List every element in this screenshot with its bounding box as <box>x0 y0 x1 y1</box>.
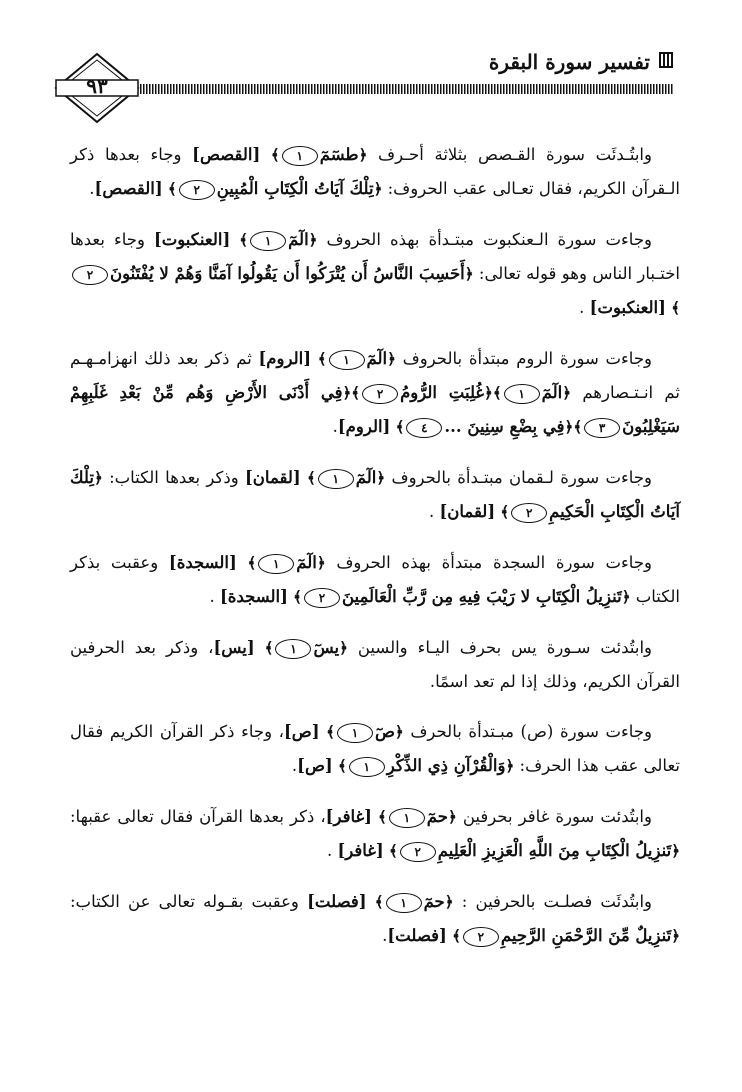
ornate-bracket-open-icon: ﴿ <box>342 384 352 402</box>
ornate-bracket-open-icon: ﴿ <box>484 384 493 402</box>
surah-reference: [لقمان] <box>245 468 301 487</box>
surah-reference: [السجدة] <box>168 553 237 572</box>
body-text: وذكر بعدها الكتاب: <box>102 468 245 487</box>
quran-text: وَالْقُرْآنِ ذِي الذِّكْرِ <box>386 756 506 775</box>
header-rule <box>125 84 674 94</box>
verse-number-marker: ٢ <box>463 927 499 947</box>
page-title: تفسير سورة البقرة <box>488 50 650 74</box>
ornate-bracket-open-icon: ﴿ <box>373 180 383 198</box>
body-text: وابتُدئت سورة غافر بحرفين <box>456 807 652 826</box>
surah-reference: [فصلت] <box>307 892 367 911</box>
body-text: ، وذكر بعد الحرفين القرآن الكريم، وذلك إذا لم تعد اسمًا. <box>70 638 680 691</box>
body-text <box>237 553 248 572</box>
quran-quote <box>288 230 317 249</box>
quran-text: طسٓمٓ <box>319 145 359 164</box>
surah-reference: [ص] <box>297 756 333 775</box>
paragraph <box>70 223 680 325</box>
quran-text: حمٓ <box>423 892 445 911</box>
quran-quote <box>342 587 631 606</box>
verse-number-marker: ٢ <box>179 180 215 200</box>
quran-quote <box>387 756 515 775</box>
ornate-bracket-close-icon: ﴾ <box>326 723 335 741</box>
verse-number-marker: ٢ <box>72 265 108 285</box>
page-header <box>0 0 742 130</box>
ornate-bracket-close-icon: ﴾ <box>573 418 583 436</box>
body-text: وجاءت سورة لـقمان مبتـدأة بالحروف <box>385 468 652 487</box>
quran-text: الٓمٓ <box>288 230 309 249</box>
quran-text: أَحَسِبَ النَّاسُ أَن يُتْرَكُوا أَن يَقُولُوا آمَنَّا وَهُمْ لا يُفْتَنُونَ <box>110 264 465 283</box>
verse-number-marker: ٤ <box>406 418 442 438</box>
body-text <box>260 145 271 164</box>
body-text: وعقبت بذكر الكتاب <box>70 553 680 606</box>
ornate-bracket-open-icon: ﴿ <box>562 384 572 402</box>
surah-reference: [لقمان] <box>439 502 496 521</box>
paragraph <box>70 715 680 783</box>
surah-reference: [السجدة] <box>220 587 288 606</box>
surah-reference: [فصلت] <box>387 926 447 945</box>
ornate-bracket-open-icon: ﴿ <box>308 231 318 249</box>
surah-reference: [القصص] <box>192 145 261 164</box>
book-ornament-icon <box>658 50 674 74</box>
ornate-bracket-open-icon: ﴿ <box>564 418 574 436</box>
body-text: ثم ذكر بعد ذلك انهزامـهـم ثم انـتـصارهم <box>70 349 680 402</box>
quran-text: تِلْكَ آيَاتُ الْكِتَابِ الْحَكِيمِ <box>70 468 680 521</box>
verse-number-marker: ١ <box>349 757 385 777</box>
quran-text: الٓمٓ <box>366 349 388 368</box>
body-text: . <box>209 587 220 606</box>
ornate-bracket-open-icon: ﴿ <box>444 893 454 911</box>
quran-quote <box>356 468 385 487</box>
ornate-bracket-open-icon: ﴿ <box>376 469 386 487</box>
quran-text: تَنزِيلُ الْكِتَابِ مِنَ اللَّهِ الْعَزِيزِ الْعَلِيمِ <box>437 841 672 860</box>
quran-quote <box>320 145 368 164</box>
body-text <box>255 638 265 657</box>
ornate-bracket-close-icon: ﴾ <box>239 231 249 249</box>
verse-number-marker: ١ <box>389 808 425 828</box>
ornate-bracket-close-icon: ﴾ <box>167 180 177 198</box>
ornate-bracket-close-icon: ﴾ <box>264 639 274 657</box>
body-text: وجاءت سورة السجدة مبتدأة بهذه الحروف <box>325 553 653 572</box>
paragraph <box>70 138 680 206</box>
body-text: . <box>291 756 298 775</box>
surah-reference: [غافر] <box>325 807 372 826</box>
ornate-bracket-open-icon: ﴿ <box>671 842 680 860</box>
paragraph <box>70 631 680 698</box>
quran-quote <box>542 383 571 402</box>
document-body <box>70 138 680 970</box>
verse-number-marker: ١ <box>504 384 540 404</box>
quran-quote <box>438 841 680 860</box>
quran-text: الٓمٓ <box>355 468 377 487</box>
ornate-bracket-open-icon: ﴿ <box>339 639 348 657</box>
body-text <box>367 892 375 911</box>
verse-number-marker: ٢ <box>511 503 547 523</box>
ornate-bracket-open-icon: ﴿ <box>394 723 404 741</box>
paragraph <box>70 800 680 868</box>
ornate-bracket-open-icon: ﴿ <box>387 350 396 368</box>
quran-text: يسٓ <box>313 638 340 657</box>
ornate-bracket-open-icon: ﴿ <box>464 265 474 283</box>
quran-text: فِي أَدْنَى الأَرْضِ وَهُم مِّنْ بَعْدِ غَلَبِهِمْ سَيَغْلِبُونَ <box>70 383 680 436</box>
surah-reference: [العنكبوت] <box>153 230 231 249</box>
ornate-bracket-open-icon: ﴿ <box>93 469 103 487</box>
verse-number-marker: ١ <box>386 893 422 913</box>
quran-text: تَنزِيلُ الْكِتَابِ لا رَيْبَ فِيهِ مِن رَّبِّ الْعَالَمِينَ <box>341 587 622 606</box>
body-text: . <box>326 841 338 860</box>
verse-number-marker: ٢ <box>304 588 340 608</box>
quran-text: تِلْكَ آيَاتُ الْكِتَابِ الْمُبِينِ <box>216 179 374 198</box>
verse-number-marker: ١ <box>337 723 373 743</box>
quran-quote <box>296 553 325 572</box>
quran-quote <box>313 638 347 657</box>
page-number: ٩٣ <box>86 74 108 98</box>
body-text: ، ذكر بعدها القرآن فقال تعالى عقبها: <box>70 807 326 826</box>
ornate-bracket-open-icon: ﴿ <box>447 808 457 826</box>
verse-number-marker: ١ <box>282 146 318 166</box>
surah-reference: [القصص] <box>94 179 163 198</box>
page-number-badge <box>52 52 142 124</box>
body-text: ، وجاء ذكر القرآن الكريم فقال تعالى عقب هذا الحرف: <box>70 722 680 775</box>
quran-text: حمٓ <box>426 807 448 826</box>
verse-number-marker: ١ <box>250 231 286 251</box>
ornate-bracket-close-icon: ﴾ <box>247 554 257 572</box>
ornate-bracket-open-icon: ﴿ <box>621 588 631 606</box>
verse-number-marker: ١ <box>258 554 294 574</box>
surah-reference: [غافر] <box>337 841 384 860</box>
surah-reference: [العنكبوت] <box>589 298 666 317</box>
surah-reference: [الروم] <box>258 349 312 368</box>
ornate-bracket-close-icon: ﴾ <box>671 299 680 317</box>
quran-quote <box>217 179 383 198</box>
ornate-bracket-close-icon: ﴾ <box>351 384 361 402</box>
surah-reference: [يس] <box>213 638 255 657</box>
paragraph <box>70 546 680 614</box>
body-text: وجاء بعدها اختـبار الناس وهو قوله تعالى: <box>70 230 681 283</box>
ornate-bracket-open-icon: ﴿ <box>505 757 515 775</box>
body-text: وعقبت بقـوله تعالى عن الكتاب: <box>70 892 308 911</box>
body-text: وجاءت سورة الروم مبتدأة بالحروف <box>395 349 652 368</box>
body-text: . <box>89 179 95 198</box>
body-text: وجاءت سورة الـعنكبوت مبتـدأة بهذه الحروف <box>317 230 653 249</box>
ornate-bracket-close-icon: ﴾ <box>395 418 405 436</box>
verse-number-marker: ١ <box>318 469 354 489</box>
ornate-bracket-close-icon: ﴾ <box>492 384 502 402</box>
quran-quote <box>501 926 680 945</box>
paragraph <box>70 461 680 529</box>
body-text: . <box>579 298 590 317</box>
ornate-bracket-close-icon: ﴾ <box>388 842 398 860</box>
ornate-bracket-open-icon: ﴿ <box>316 554 326 572</box>
verse-number-marker: ٣ <box>584 418 620 438</box>
body-text: . <box>332 417 338 436</box>
quran-text: غُلِبَتِ الرُّومُ <box>400 383 485 402</box>
quran-quote <box>400 383 493 402</box>
surah-reference: [ص] <box>284 722 320 741</box>
ornate-bracket-close-icon: ﴾ <box>270 146 280 164</box>
body-text <box>230 230 239 249</box>
quran-text: الٓمٓ <box>296 553 317 572</box>
running-title <box>489 50 674 74</box>
ornate-bracket-close-icon: ﴾ <box>317 350 327 368</box>
quran-text: الٓمٓ <box>541 383 563 402</box>
quran-quote <box>375 722 404 741</box>
ornate-bracket-close-icon: ﴾ <box>337 757 347 775</box>
quran-quote <box>444 417 573 436</box>
body-text <box>311 349 318 368</box>
quran-text: فِي بِضْعِ سِنِينَ ... <box>444 417 565 436</box>
ornate-bracket-open-icon: ﴿ <box>671 927 680 945</box>
quran-quote <box>367 349 396 368</box>
verse-number-marker: ٢ <box>400 842 436 862</box>
ornate-bracket-close-icon: ﴾ <box>378 808 387 826</box>
ornate-bracket-close-icon: ﴾ <box>500 503 510 521</box>
verse-number-marker: ١ <box>329 350 365 370</box>
quran-quote <box>110 264 474 283</box>
body-text: وابتُدئَت فصلـت بالحرفين : <box>453 892 653 911</box>
body-text: . <box>428 502 440 521</box>
quran-quote <box>427 807 457 826</box>
paragraph <box>70 885 680 953</box>
body-text: وابتُـدئَت سورة القـصص بثلاثة أحـرف <box>367 145 652 164</box>
verse-number-marker: ١ <box>275 639 311 659</box>
verse-number-marker: ٢ <box>362 384 398 404</box>
ornate-bracket-close-icon: ﴾ <box>293 588 302 606</box>
paragraph <box>70 342 680 444</box>
quran-quote <box>424 892 454 911</box>
surah-reference: [الروم] <box>337 417 391 436</box>
body-text: . <box>382 926 388 945</box>
quran-text: تَنزِيلٌ مِّنَ الرَّحْمَنِ الرَّحِيمِ <box>500 926 672 945</box>
ornate-bracket-open-icon: ﴿ <box>358 146 368 164</box>
body-text: وجاء بعدها ذكر الـقرآن الكريم، فقال تعـالى عقب الحروف: <box>70 145 680 198</box>
body-text: وجاءت سورة (ص) مبـتدأة بالحرف <box>403 722 653 741</box>
body-text: وابتُدئت سـورة يس بحرف اليـاء والسين <box>347 638 653 657</box>
ornate-bracket-close-icon: ﴾ <box>306 469 316 487</box>
ornate-bracket-close-icon: ﴾ <box>452 927 461 945</box>
ornate-bracket-close-icon: ﴾ <box>374 893 384 911</box>
quran-text: صٓ <box>374 722 395 741</box>
